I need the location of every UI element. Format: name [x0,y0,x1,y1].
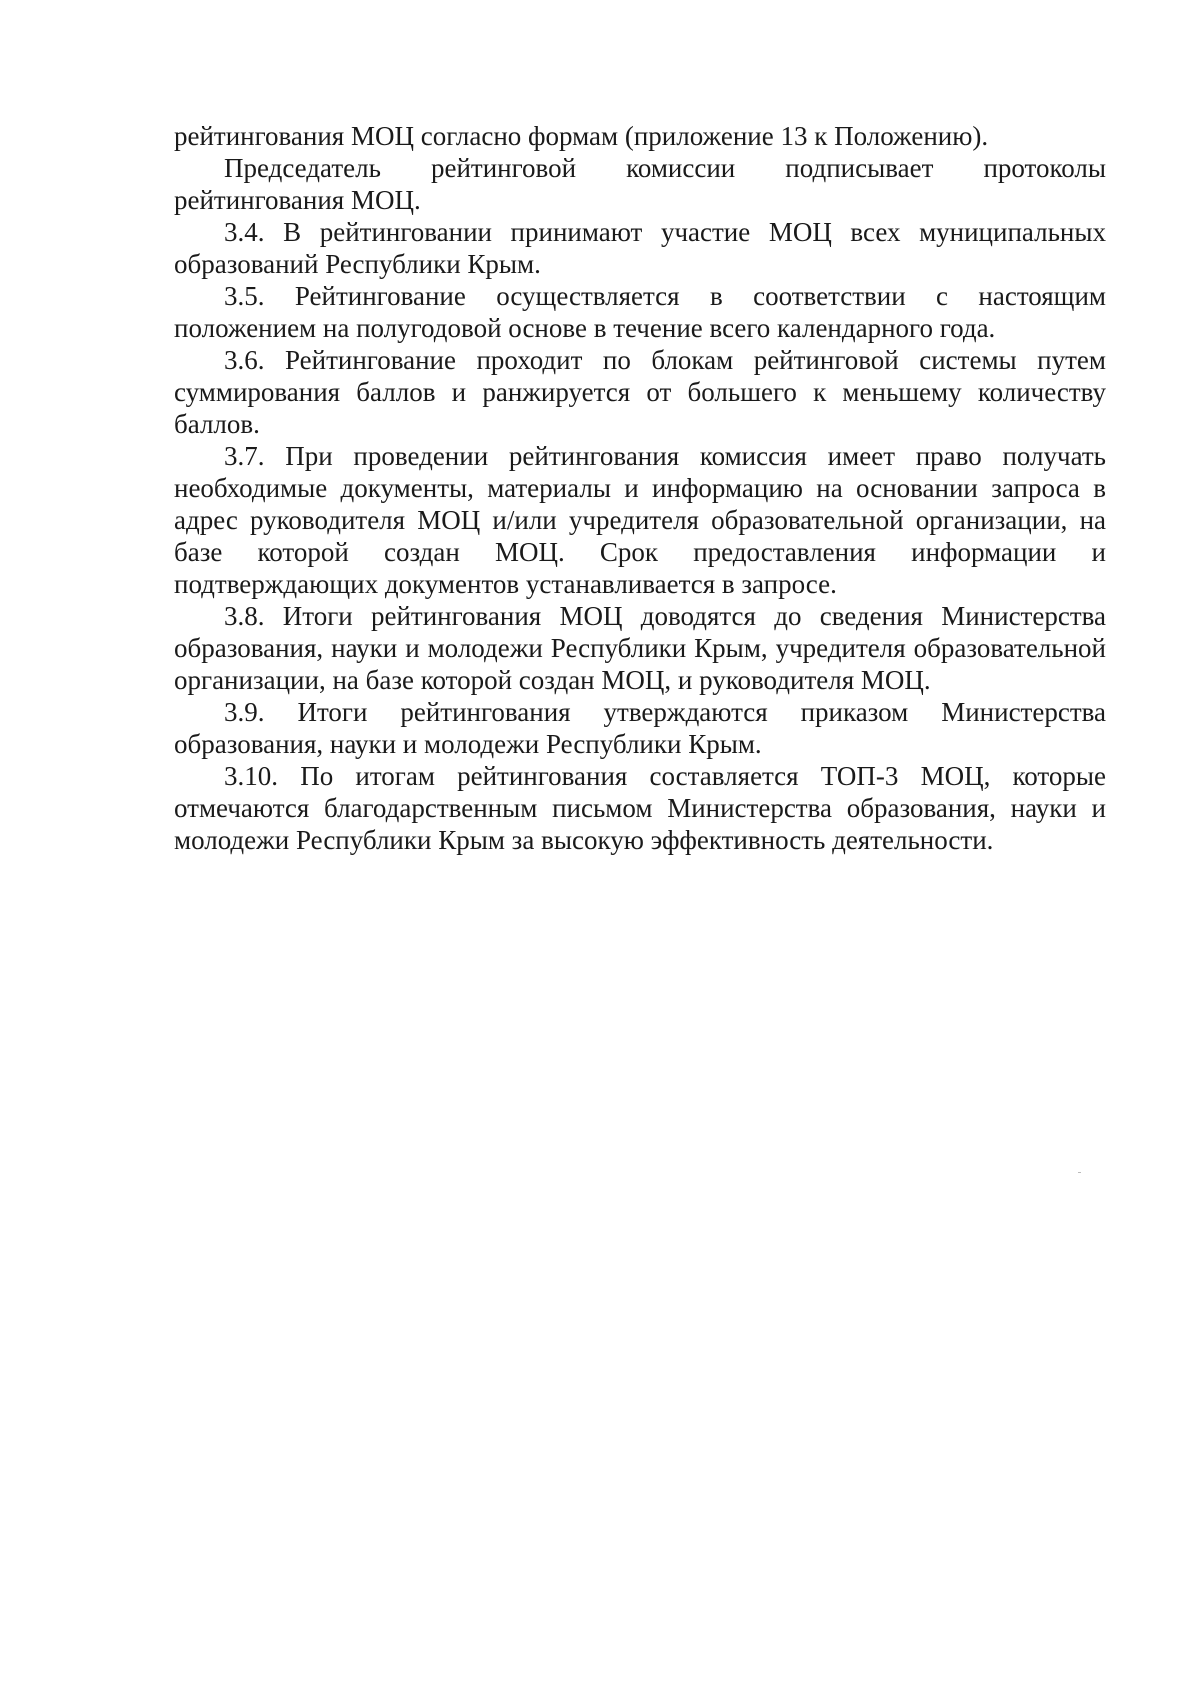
paragraph-continuation: рейтингования МОЦ согласно формам (приложение 13 к Положению). [174,121,989,151]
paragraph-3-10: 3.10. По итогам рейтингования составляется ТОП-3 МОЦ, которые отмечаются благодарственным письмом Министерства образования, науки и молодежи Республики Крым за высокую эффективность деятельности. [174,761,1106,855]
scan-speck [1078,1172,1081,1173]
paragraph-3-9: 3.9. Итоги рейтингования утверждаются приказом Министерства образования, науки и молодежи Республики Крым. [174,697,1106,759]
paragraph-3-8: 3.8. Итоги рейтингования МОЦ доводятся до сведения Министерства образования, науки и молодежи Республики Крым, учредителя образовательной организации, на базе которой создан МОЦ, и руководителя МОЦ. [174,601,1106,695]
paragraph-3-4: 3.4. В рейтинговании принимают участие МОЦ всех муниципальных образований Республики Крым. [174,217,1106,279]
paragraph-3-6: 3.6. Рейтингование проходит по блокам рейтинговой системы путем суммирования баллов и ранжируется от большего к меньшему количеству баллов. [174,345,1106,439]
paragraph-chairman-signs: Председатель рейтинговой комиссии подписывает протоколы рейтингования МОЦ. [174,153,1106,215]
paragraph-3-7: 3.7. При проведении рейтингования комиссия имеет право получать необходимые документы, материалы и информацию на основании запроса в адрес руководителя МОЦ и/или учредителя образовательной организации, на базе которой создан МОЦ. Срок предоставления информации и подтверждающих документов устанавливается в запросе. [174,441,1106,599]
paragraph-3-5: 3.5. Рейтингование осуществляется в соответствии с настоящим положением на полугодовой основе в течение всего календарного года. [174,281,1106,343]
document-body [174,120,1106,856]
